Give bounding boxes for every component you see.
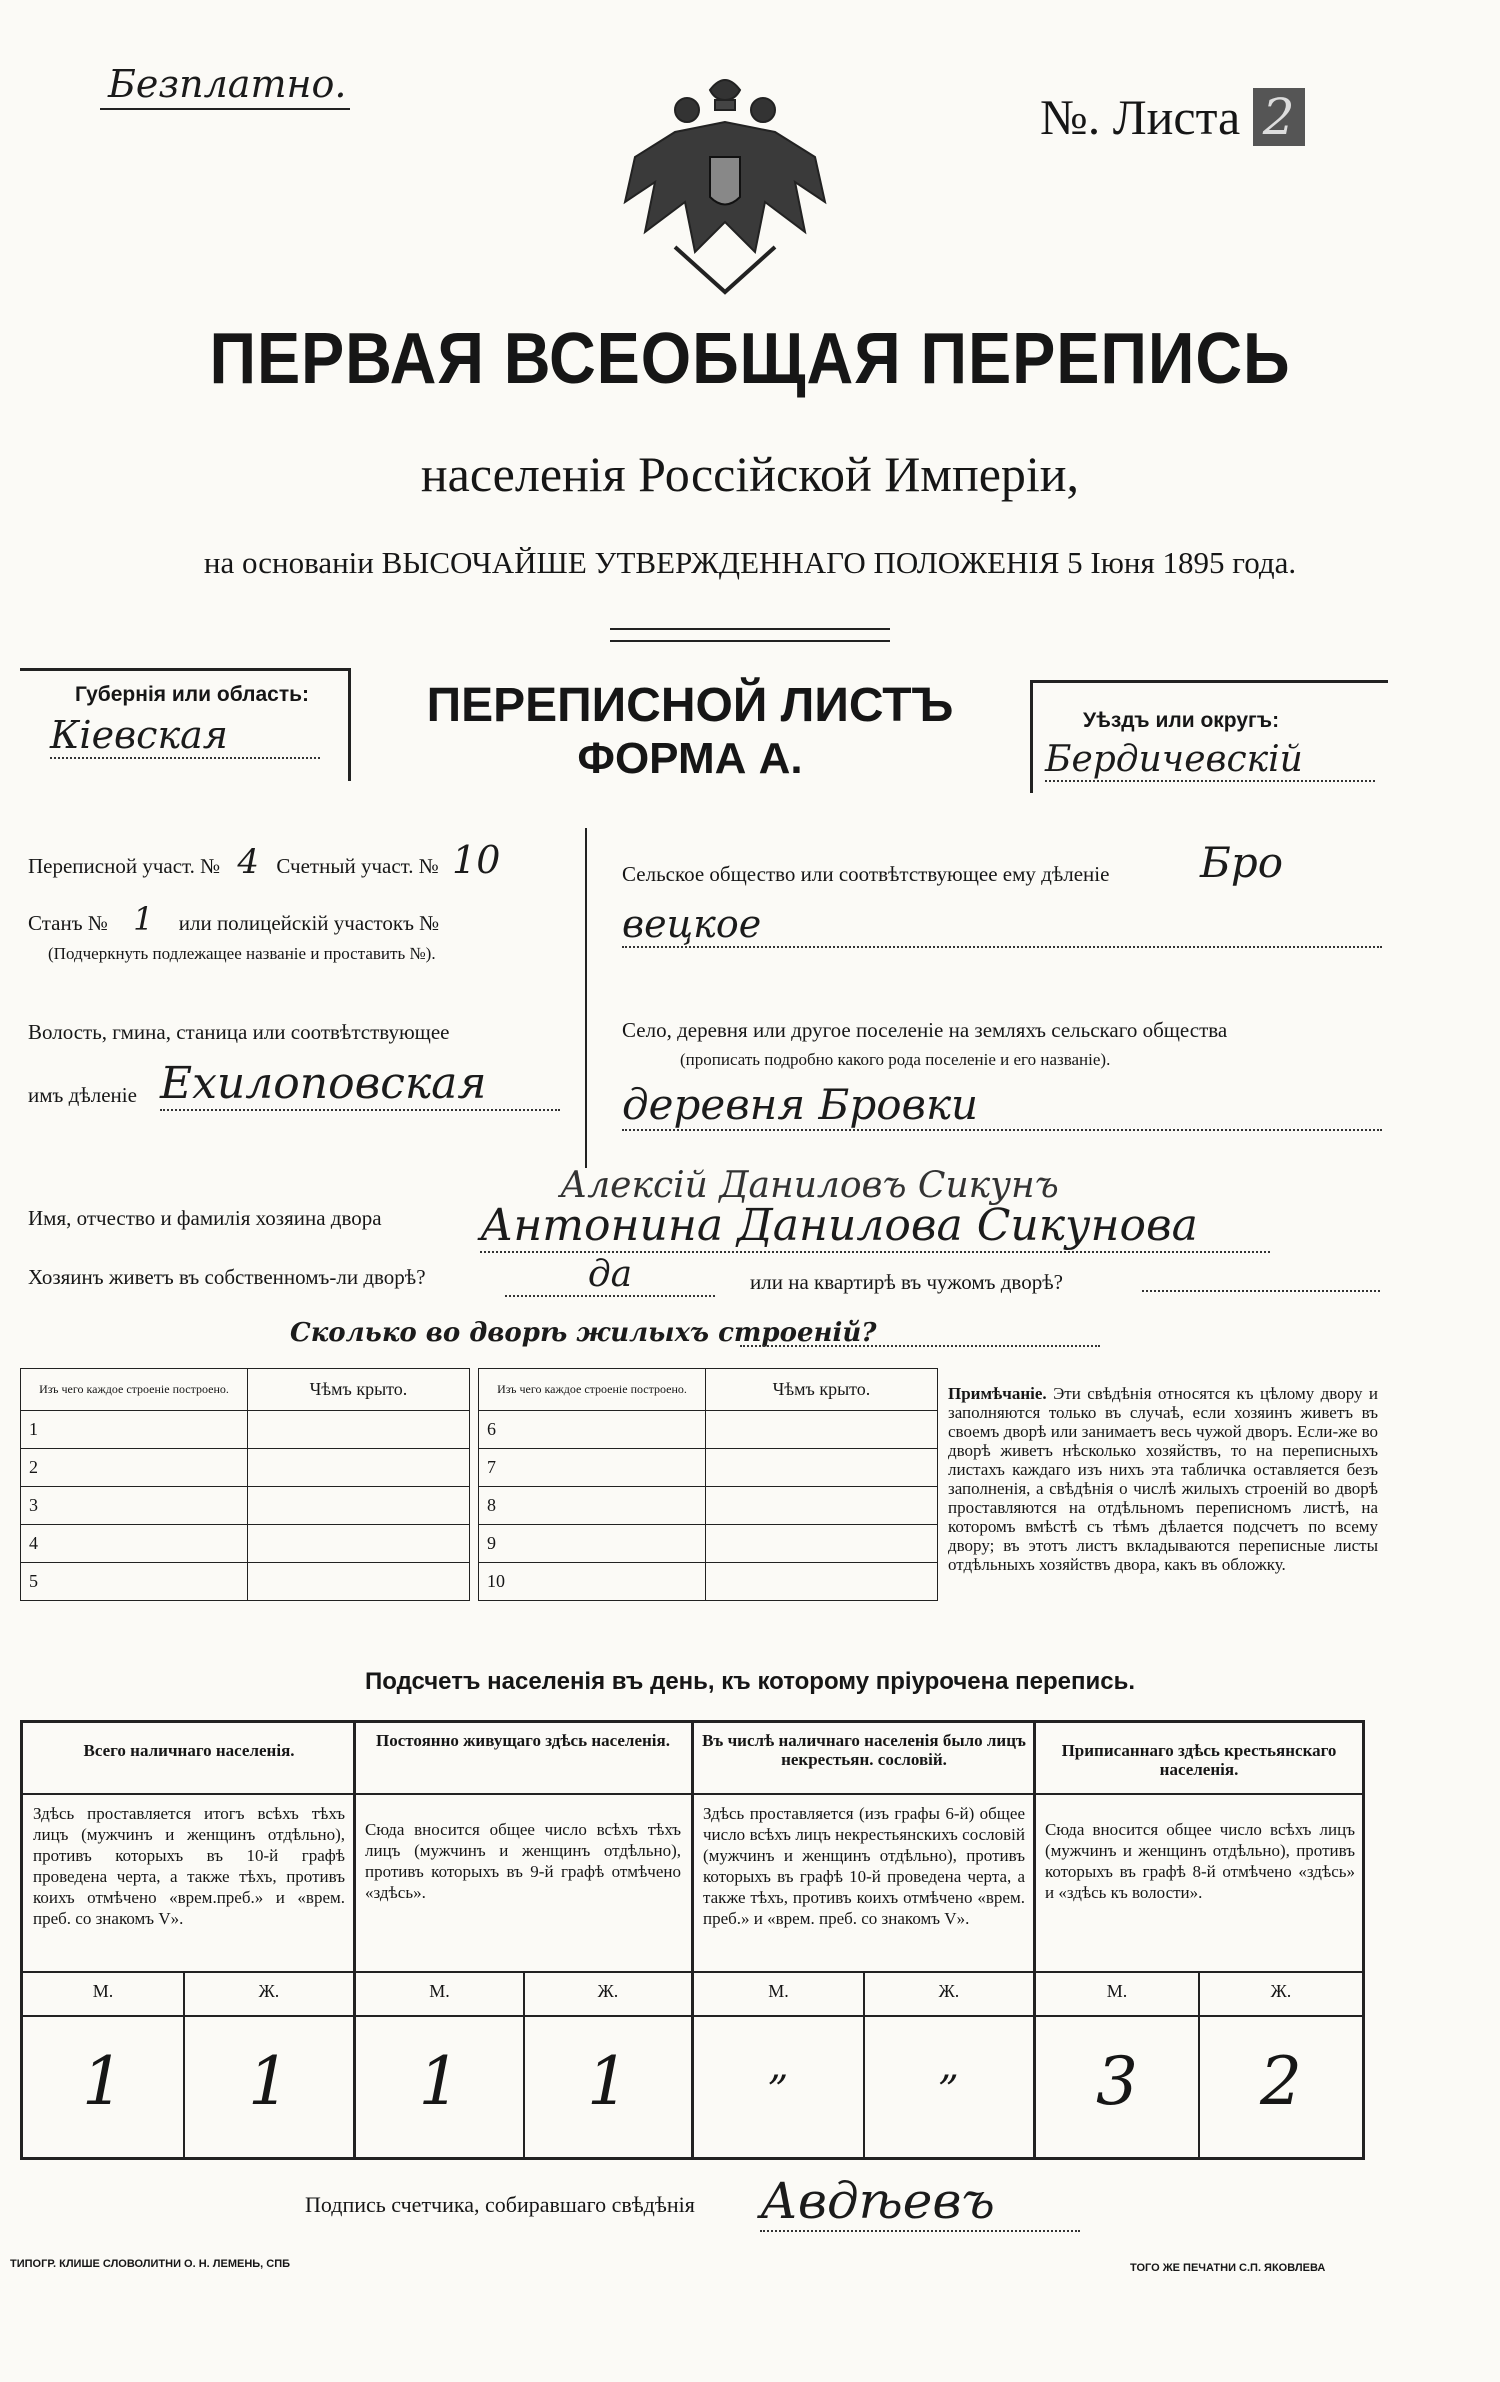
volost-value: Ехилоповская — [160, 1058, 560, 1111]
buildings-line — [740, 1345, 1100, 1347]
sheet-number: 2 — [1253, 88, 1305, 146]
own-yard-label: Хозяинъ живетъ въ собственномъ-ли дворѣ? — [28, 1265, 426, 1289]
district-value: Бердичевскій — [1045, 739, 1375, 782]
building-row-num: 3 — [21, 1487, 248, 1525]
district-box — [1030, 680, 1388, 793]
group1-f-label: Ж. — [258, 1981, 280, 2001]
village-label: Село, деревня или другое поселеніе на земляхъ сельскаго общества — [622, 1018, 1228, 1042]
note-title: Примѣчаніе. — [948, 1384, 1047, 1403]
group4-m-label: М. — [1106, 1981, 1128, 2001]
census-area-row — [28, 838, 568, 882]
society-label: Сельское общество или соотвѣтствующее ему дѣленіе — [622, 862, 1110, 886]
building-row-num: 1 — [21, 1411, 248, 1449]
building-roof-cell — [248, 1449, 470, 1487]
group4-f-value: 2 — [1260, 2043, 1302, 2120]
signature-value: Авдѣевъ — [760, 2172, 1080, 2232]
census-area-label: Переписной участ. № — [28, 854, 221, 878]
group3-m-label: М. — [768, 1981, 789, 2001]
form-title: ПЕРЕПИСНОЙ ЛИСТЪ — [426, 679, 954, 732]
population-title: Подсчетъ населенія въ день, къ которому пріурочена перепись. — [365, 1668, 1135, 1695]
group2-m-label: М. — [429, 1981, 450, 2001]
basis-line: на основаніи ВЫСОЧАЙШЕ УТВЕРЖДЕННАГО ПОЛОЖЕНІЯ 5 Іюня 1895 года. — [203, 545, 1297, 580]
stan-note: (Подчеркнуть подлежащее названіе и проставить №). — [48, 944, 436, 963]
group4-text: Сюда вносится общее число всѣхъ лицъ (мужчинъ и женщинъ отдѣльно), противъ которыхъ въ графѣ 8-й отмѣчено «здѣсь» и «здѣсь къ волости». — [1045, 1820, 1355, 1902]
group3-head: Въ числѣ наличнаго населенія было лицъ некрестьян. сословій. — [702, 1731, 1026, 1769]
own-yard-value: да — [505, 1254, 715, 1297]
building-row-num: 2 — [21, 1449, 248, 1487]
population-table — [20, 1720, 1365, 2160]
building-roof-cell — [706, 1563, 938, 1601]
main-title: ПЕРВАЯ ВСЕОБЩАЯ ПЕРЕПИСЬ — [209, 319, 1291, 399]
building-row-num: 9 — [479, 1525, 706, 1563]
free-underline — [100, 108, 350, 110]
group1-head: Всего наличнаго населенія. — [83, 1741, 295, 1760]
owner-name-label: Имя, отчество и фамилія хозяина двора — [28, 1206, 382, 1230]
other-yard-line — [1142, 1290, 1380, 1292]
fields-divider — [585, 828, 587, 1168]
sheet-label: №. Листа — [1040, 89, 1241, 145]
volost-label-2: имъ дѣленіе — [28, 1083, 137, 1107]
stan-row — [28, 900, 568, 938]
society-value-1: Бро — [1200, 838, 1284, 887]
note-block — [948, 1384, 1378, 1574]
stan-label: Станъ № — [28, 911, 108, 935]
group3-f-label: Ж. — [938, 1981, 960, 2001]
stan-value: 1 — [133, 900, 154, 938]
group4-head: Приписаннаго здѣсь крестьянскаго населенія. — [1061, 1741, 1337, 1779]
building-row-num: 6 — [479, 1411, 706, 1449]
group1-m-label: М. — [92, 1981, 114, 2001]
group2-head: Постоянно живущаго здѣсь населенія. — [376, 1731, 670, 1750]
free-label: Безплатно. — [108, 62, 347, 106]
group3-f-value: „ — [938, 2043, 960, 2089]
group-divider — [691, 1723, 694, 2157]
buildings-table-left — [20, 1368, 470, 1601]
count-area-value: 10 — [452, 838, 501, 882]
sheet-number-block — [1040, 88, 1305, 146]
buildings-col2-header: Чѣмъ крыто. — [248, 1369, 470, 1411]
building-roof-cell — [248, 1525, 470, 1563]
province-value: Кіевская — [50, 713, 320, 759]
group3-text: Здѣсь проставляется (изъ графы 6-й) общее число всѣхъ лицъ некрестьянскихъ сословій (мужчинъ и женщинъ отдѣльно), противъ которыхъ въ графѣ 10-й проведена черта, а также тѣхъ, противъ коихъ отмѣчено «врем. преб.» и «врем. преб. со знакомъ V». — [703, 1804, 1025, 1928]
building-row-num: 8 — [479, 1487, 706, 1525]
building-roof-cell — [706, 1449, 938, 1487]
group2-f-value: 1 — [587, 2043, 629, 2120]
building-roof-cell — [706, 1525, 938, 1563]
district-label: Уѣздъ или округъ: — [1083, 709, 1280, 732]
group4-m-value: 3 — [1096, 2043, 1138, 2120]
building-roof-cell — [248, 1411, 470, 1449]
buildings-col1-header: Изъ чего каждое строеніе построено. — [479, 1369, 706, 1411]
group1-text: Здѣсь проставляется итогъ всѣхъ тѣхъ лицъ (мужчинъ и женщинъ отдѣльно), противъ которыхъ въ 10-й графѣ проведена черта, а также тѣхъ, противъ коихъ отмѣчено «врем.преб.» и «врем. преб. со знакомъ V». — [33, 1804, 345, 1928]
building-roof-cell — [248, 1487, 470, 1525]
buildings-col1-header: Изъ чего каждое строеніе построено. — [21, 1369, 248, 1411]
count-area-label: Счетный участ. № — [276, 854, 439, 878]
printer-left: ТИПОГР. КЛИШЕ СЛОВОЛИТНИ О. Н. ЛЕМЕНЬ, СПБ — [10, 2258, 291, 2270]
group3-m-value: „ — [768, 2043, 789, 2089]
group2-f-label: Ж. — [597, 1981, 619, 2001]
building-row-num: 7 — [479, 1449, 706, 1487]
buildings-col2-header: Чѣмъ крыто. — [706, 1369, 938, 1411]
group1-f-value: 1 — [248, 2043, 290, 2120]
main-subtitle: населенія Россійской Имперіи, — [420, 446, 1080, 502]
province-box — [20, 668, 351, 781]
mf-rule — [23, 2015, 1362, 2017]
village-value: деревня Бровки — [622, 1080, 1382, 1131]
imperial-eagle-emblem — [615, 62, 835, 302]
form-subtitle: ФОРМА А. — [577, 734, 803, 783]
owner-name-top: Алексій Даниловъ Сикунъ — [560, 1165, 1059, 1206]
signature-label: Подпись счетчика, собиравшаго свѣдѣнія — [305, 2192, 695, 2217]
note-text: Эти свѣдѣнія относятся къ цѣлому двору и заполняются только въ случаѣ, если хозяинъ живетъ въ своемъ дворѣ или занимаетъ весь чужой дворъ. Если-же во дворѣ живетъ нѣсколько хозяйствъ, то на переписныхъ листахъ каждаго изъ нихъ эта табличка оставляется безъ заполненія, а свѣдѣнія о числѣ жилыхъ строеній во дворѣ проставляются на отдѣльномъ переписномъ листѣ, на которомъ вмѣстѣ съ тѣмъ дѣлается подсчетъ по всему двору; въ этотъ листъ вкладываются переписные листы отдѣльныхъ хозяйствъ двора, какъ въ обложку. — [948, 1384, 1378, 1574]
group4-f-label: Ж. — [1270, 1981, 1292, 2001]
volost-label: Волость, гмина, станица или соотвѣтствующее — [28, 1020, 450, 1044]
building-roof-cell — [706, 1487, 938, 1525]
group2-text: Сюда вносится общее число всѣхъ тѣхъ лицъ (мужчинъ и женщинъ отдѣльно), противъ которыхъ въ 9-й графѣ отмѣчено «здѣсь». — [365, 1820, 681, 1902]
text-rule — [23, 1971, 1362, 1973]
village-note: (прописать подробно какого рода поселеніе и его названіе). — [680, 1050, 1111, 1069]
buildings-label: Сколько во дворѣ жилыхъ строеній? — [290, 1318, 877, 1348]
other-yard-label: или на квартирѣ въ чужомъ дворѣ? — [750, 1270, 1063, 1294]
society-value-2: вецкое — [622, 902, 1382, 948]
header-rule — [23, 1793, 1362, 1795]
buildings-table-right — [478, 1368, 938, 1601]
building-roof-cell — [248, 1563, 470, 1601]
building-row-num: 5 — [21, 1563, 248, 1601]
census-area-value: 4 — [237, 842, 260, 882]
ornament-divider — [610, 628, 890, 642]
group1-m-value: 1 — [82, 2043, 124, 2120]
province-label: Губернія или область: — [75, 683, 310, 706]
building-row-num: 4 — [21, 1525, 248, 1563]
owner-name-value: Антонина Данилова Сикунова — [480, 1200, 1270, 1253]
group2-m-value: 1 — [418, 2043, 461, 2120]
printer-right: ТОГО ЖЕ ПЕЧАТНИ С.П. ЯКОВЛЕВА — [1130, 2262, 1326, 2274]
building-roof-cell — [706, 1411, 938, 1449]
police-label: или полицейскій участокъ № — [178, 911, 440, 935]
building-row-num: 10 — [479, 1563, 706, 1601]
